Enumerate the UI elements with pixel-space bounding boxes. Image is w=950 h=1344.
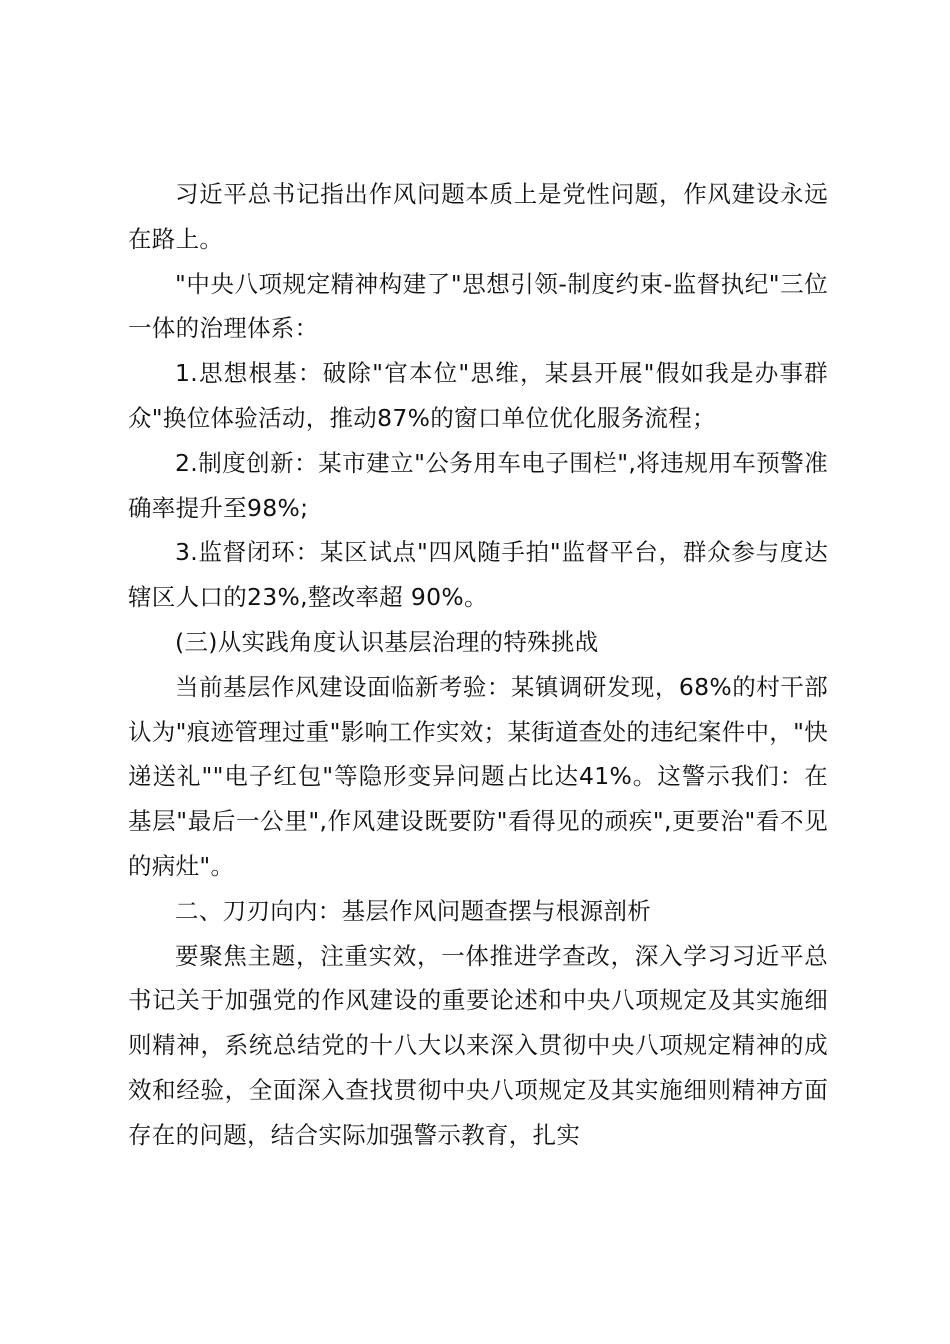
section-heading-2: 二、刀刃向内：基层作风问题查摆与根源剖析: [175, 896, 651, 925]
paragraph-focus: 要聚焦主题，注重实效，一体推进学查改，深入学习习近平总书记关于加强党的作风建设的重要论述和中央八项规定及其实施细则精神，系统总结党的十八大以来深入贯彻中央八项规定精神的成效和经验，全面深入查找贯彻中央八项规定及其实施细则精神方面存在的问题，结合实际加强警示教育，扎实: [128, 941, 828, 1149]
paragraph-point-2: 2.制度创新：某市建立"公务用车电子围栏",将违规用车预警准确率提升至98%;: [128, 448, 828, 522]
paragraph-challenges: 当前基层作风建设面临新考验：某镇调研发现，68%的村干部认为"痕迹管理过重"影响工作实效；某街道查处的违纪案件中，"快递送礼""电子红包"等隐形变异问题占比达41%。这警示我们：在基层"最后一公里",作风建设既要防"看得见的顽疾",更要治"看不见的病灶"。: [128, 672, 828, 880]
document-body: [128, 172, 828, 1158]
paragraph-intro: 习近平总书记指出作风问题本质上是党性问题，作风建设永远在路上。: [128, 180, 828, 253]
section-heading-3: (三)从实践角度认识基层治理的特殊挑战: [175, 627, 599, 656]
paragraph-point-1: 1.思想根基：破除"官本位"思维，某县开展"假如我是办事群众"换位体验活动，推动87%的窗口单位优化服务流程；: [128, 359, 828, 432]
paragraph-point-3: 3.监督闭环：某区试点"四风随手拍"监督平台，群众参与度达辖区人口的23%,整改率超 90%。: [128, 538, 828, 612]
paragraph-governance-system: "中央八项规定精神构建了"思想引领-制度约束-监督执纪"三位一体的治理体系：: [128, 269, 828, 343]
